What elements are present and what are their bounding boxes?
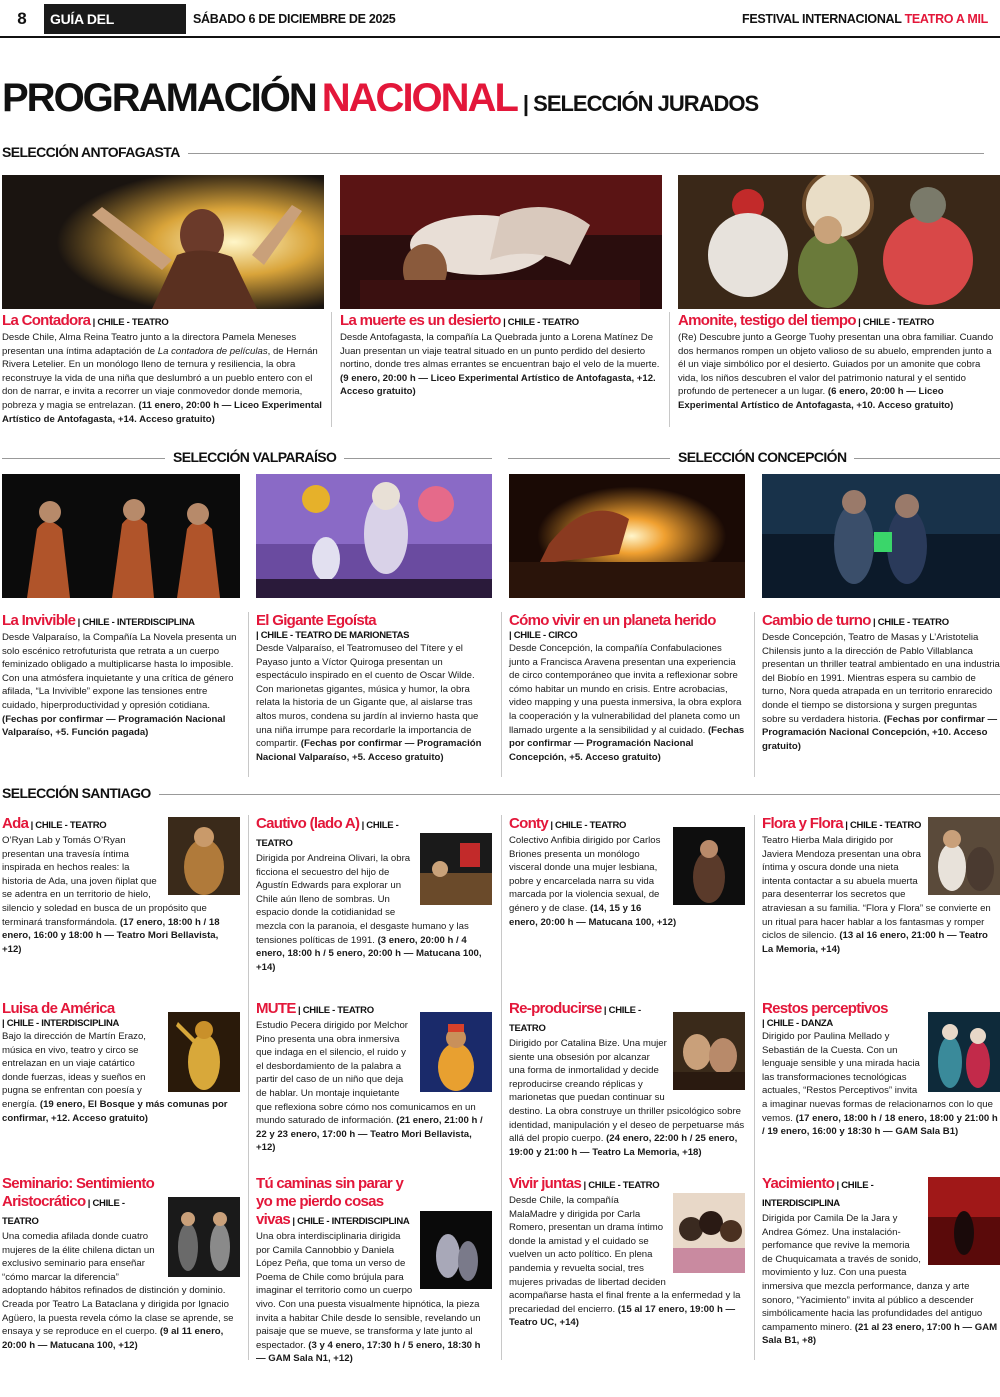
photo-la-contadora	[2, 175, 324, 309]
photo-conty	[673, 827, 745, 905]
listing-la-muerte	[340, 312, 662, 399]
listing-title: Cautivo (lado A)	[256, 815, 360, 832]
listing-body: Desde Chile, la compañía MalaMadre y dirigida por Carla Romero, presentan un drama íntimo donde la amistad y el cuidado se vuelven un acto político. En plena pandemia y revuelta social, tres mujeres privadas de libertad deciden acompañarse hasta el final frente a la enfermedad y la precariedad del encierro. (15 al 17 enero, 19:00 h — Teatro UC, +14)	[509, 1195, 741, 1329]
listing-body: Desde Concepción, Teatro de Masas y L’Aristotelia Chilensis junto a la dirección de Pablo Villablanca presentan un thriller teatral ambientado en una industria del Biobío en 1991. Mientras espera su cambio de turno, Nora queda atrapada en un territorio enrarecido donde el tiempo se distorsiona y surgen preguntas sobre su verdadera historia. (Fechas por confirmar — Programación Nacional Concepción, +10. Acceso gratuito)	[762, 632, 1000, 752]
issue-date: SÁBADO 6 DE DICIEMBRE DE 2025	[193, 12, 396, 26]
listing-cautivo	[256, 815, 492, 974]
listing-tag: | CHILE - INTERDISCIPLINA	[2, 1018, 120, 1029]
photo-vivir-juntas	[673, 1193, 745, 1273]
listing-como-vivir	[509, 612, 745, 764]
listing-title: La Contadora	[2, 312, 91, 329]
title-part1: PROGRAMACIÓN	[2, 76, 316, 120]
listing-tag: | CHILE - TEATRO	[256, 820, 399, 849]
listing-mute	[256, 1000, 492, 1155]
listing-title: Yacimiento	[762, 1175, 835, 1192]
listing-title: Flora y Flora	[762, 815, 843, 832]
photo-tu-caminas	[420, 1211, 492, 1289]
listing-title: Re-producirse	[509, 1000, 602, 1017]
festival-name	[742, 4, 988, 34]
festival-highlight: TEATRO A MIL	[904, 12, 988, 26]
listing-re-producirse	[509, 1000, 745, 1159]
listing-body: Desde Concepción, la compañía Confabulaciones junto a Francisca Aravena presentan una experiencia de circo contemporáneo que invita a reflexionar sobre cómo habitar un mundo en crisis. Entre acrobacias, video mapping y una puesta inmersiva, la obra explora la cooperación y la vulnerabilidad del planeta como un llamado urgente a la sensibilidad y al cuidado. (Fechas por confirmar — Programación Nacional Concepción, +5. Acceso gratuito)	[509, 643, 745, 763]
listing-amonite	[678, 312, 1000, 413]
photo-amonite	[678, 175, 1000, 309]
photo-cautivo	[420, 833, 492, 905]
photo-flora-y-flora	[928, 817, 1000, 895]
listing-body: Teatro Hierba Mala dirigido por Javiera Mendoza presentan una obra íntima y oscura donde una nieta intenta contactar a su abuela muerta para desenterrar los secretos que atraviesan a su familia. “Flora y Flora” se convierte en un ritual para hacer hablar a los fantasmas y romper ciclos de silencio. (13 al 16 enero, 21:00 h — Teatro La Memoria, +14)	[762, 835, 991, 955]
listing-title: Conty	[509, 815, 548, 832]
listing-tag: | CHILE - TEATRO	[855, 317, 934, 328]
listing-body: (Re) Descubre junto a George Tuohy presentan una obra familiar. Cuando dos hermanos rompen un objeto valioso de su abuelo, emprenden junto a él un viaje simbólico por el desierto. Guiados por un amonite que cobra vida, los niños descubren el valor del patrimonio natural y el sentido profundo de pertenecer a un lugar. (6 enero, 20:00 h — Liceo Experimental Artístico de Antofagasta, +10. Acceso gratuito)	[678, 332, 994, 411]
listing-title: Cómo vivir en un planeta herido	[509, 612, 716, 629]
listing-conty	[509, 815, 745, 929]
listing-body: Dirigida por Camila De la Jara y Andrea Gómez. Una instalación-perfomance que revive la memoria de Chuquicamata a través de sonido, movimiento y luz. Con una puesta inmersiva que mezcla performance, danza y arte sonoro, “Yacimiento” invita al público a descender simbólicamente hacia las profundidades del antiguo campamento minero. (21 al 23 enero, 17:00 h — GAM Sala B1, +8)	[762, 1213, 998, 1347]
photo-luisa-de-america	[168, 1012, 240, 1092]
photo-la-invivible	[2, 474, 240, 598]
photo-re-producirse	[673, 1012, 745, 1090]
festival-prefix: FESTIVAL INTERNACIONAL	[742, 12, 905, 26]
photo-yacimiento	[928, 1177, 1000, 1265]
listing-tag: | CHILE - TEATRO	[548, 820, 627, 831]
listing-tag: | CHILE - TEATRO	[509, 1005, 641, 1034]
listing-title: Tú caminas sin parar y yo me pierdo cosas vivas	[256, 1175, 404, 1228]
listing-tag: | CHILE - DANZA	[762, 1018, 833, 1029]
listing-el-gigante-egoista	[256, 612, 492, 764]
listing-body: Desde Valparaíso, el Teatromuseo del Títere y el Payaso junto a Víctor Quiroga presentan un espectáculo inspirado en el cuento de Oscar Wilde. Con marionetas gigantes, música y humor, la obra relata la historia de un Gigante que, al aislarse tras altos muros, condena su jardín al invierno hasta que una niña irrumpe para recordarle la importancia de compartir. (Fechas por confirmar — Programación Nacional Valparaíso, +5. Acceso gratuito)	[256, 643, 482, 763]
listing-luisa-de-america	[2, 1000, 240, 1125]
photo-la-muerte-es-un-desierto	[340, 175, 662, 309]
listing-ada	[2, 815, 240, 956]
listing-title: Restos perceptivos	[762, 1000, 888, 1017]
photo-seminario	[168, 1197, 240, 1277]
listing-title: El Gigante Egoísta	[256, 612, 376, 629]
listing-title: La muerte es un desierto	[340, 312, 501, 329]
listing-tag: | CHILE - TEATRO	[581, 1180, 660, 1191]
listing-body: Dirigida por Andreina Olivari, la obra ficciona el secuestro del hijo de Agustín Edwards para explorar un Chile aún lleno de sombras. Un espacio donde la cotidianidad se mezcla con la paranoia, el desgaste humano y las tensiones políticas de 1991. (3 enero, 20:00 h / 4 enero, 18:00 h / 5 enero, 20:00 h — Matucana 100, +14)	[256, 853, 482, 973]
page-header	[0, 0, 1000, 57]
listing-title: Seminario: Sentimiento Aristocrático	[2, 1175, 155, 1210]
listing-seminario	[2, 1175, 240, 1352]
listing-title: Vivir juntas	[509, 1175, 582, 1192]
listing-la-contadora	[2, 312, 324, 426]
listing-body: Una comedia afilada donde cuatro mujeres de la élite chilena dictan un exclusivo seminario para enseñar “cómo marcar la diferencia” adoptando hábitos refinados de distinción y dominio. Creada por Teatro La Bataclana y dirigida por Ignacio Agüero, la puesta revela cómo la clase se aprende, se ensaya y se reproduce en el cuerpo. (9 al 11 enero, 20:00 h — Matucana 100, +12)	[2, 1231, 234, 1351]
title-part3: | SELECCIÓN JURADOS	[522, 91, 759, 116]
listing-tag: | CHILE - CIRCO	[509, 630, 578, 641]
listing-yacimiento	[762, 1175, 1000, 1348]
listing-restos-perceptivos	[762, 1000, 1000, 1139]
listing-tag: | CHILE - INTERDISCIPLINA	[75, 617, 195, 628]
photo-cambio-de-turno	[762, 474, 1000, 598]
photo-restos-perceptivos	[928, 1012, 1000, 1092]
listing-tag: | CHILE - TEATRO	[2, 1198, 125, 1227]
listing-body: O’Ryan Lab y Tomás O’Ryan presentan una travesía íntima inspirada en hechos reales: la historia de Ada, una joven ñiplat que se adentra en un territorio de hielo, silencio y soledad en busca de un propósito que terminará transformándola. (17 enero, 18:00 h / 18 enero, 16:00 y 18:00 h — Teatro Mori Bellavista, +12)	[2, 835, 220, 955]
listing-title: La Invivible	[2, 612, 76, 629]
photo-como-vivir	[509, 474, 745, 598]
listing-flora-y-flora	[762, 815, 1000, 956]
section-heading-santiago: SELECCIÓN SANTIAGO	[2, 785, 159, 805]
listing-body: Desde Chile, Alma Reina Teatro junto a la directora Pamela Meneses presentan una íntima adaptación de La contadora de películas, de Hernán Rivera Letelier. En un monólogo lleno de ternura y resiliencia, la obra reconstruye la vida de una niña que deslumbró a un pueblo entero con el don de narrar, e invita a recorrer un viaje conmovedor donde memoria, pobreza y magia se entrelazan. (11 enero, 20:00 h — Liceo Experimental Artístico de Antofagasta, +14. Acceso gratuito)	[2, 332, 322, 425]
listing-body: Bajo la dirección de Martín Erazo, música en vivo, teatro y circo se entrelazan en un viaje catártico donde fuerzas, ideas y sueños en pugna se enfrentan con poesía y energía. (19 enero, El Bosque y más comunas por confirmar, +12. Acceso gratuito)	[2, 1031, 228, 1124]
listing-tag: | CHILE - TEATRO DE MARIONETAS	[256, 630, 410, 641]
listing-body: Colectivo Anfibia dirigido por Carlos Briones presenta un monólogo visceral donde una mujer lesbiana, pobre y encarcelada narra su vida marcada por la violencia sexual, de género y de clase. (14, 15 y 16 enero, 20:00 h — Matucana 100, +12)	[509, 835, 677, 928]
listing-tag: | CHILE - TEATRO	[28, 820, 107, 831]
listing-tag: | CHILE - TEATRO	[90, 317, 169, 328]
title-part2: NACIONAL	[321, 76, 517, 120]
listing-body: Desde Valparaíso, la Compañía La Novela presenta un solo escénico retrofuturista que retrata a un cuerpo feminizado obligado a multiplicarse hasta lo imposible. Con una atmósfera inquietante y una crítica de género afilada, “La Invivible” expone las tensiones entre cuidado, hiperproductividad y opresión cotidiana. (Fechas por confirmar — Programación Nacional Valparaíso, +5. Función pagada)	[2, 632, 237, 739]
page-number: 8	[17, 9, 27, 28]
listing-body: Desde Antofagasta, la compañía La Quebrada junto a Lorena Matínez De Juan presentan un viaje teatral situado en un punto perdido del desierto nortino, donde tres almas errantes se encuentran bajo el velo de la muerte. (9 enero, 20:00 h — Liceo Experimental Artístico de Antofagasta, +12. Acceso gratuito)	[340, 332, 660, 398]
photo-el-gigante-egoista	[256, 474, 492, 598]
section-heading-antofagasta: SELECCIÓN ANTOFAGASTA	[2, 144, 188, 164]
listing-body: Estudio Pecera dirigido por Melchor Pino presenta una obra inmersiva que indaga en el silencio, el ruido y el desbordamiento de la palabra a partir del caso de un niño que deja de hablar. Un montaje inquietante que reflexiona sobre cómo nos comunicamos en un mundo saturado de información. (21 enero, 21:00 h / 22 y 23 enero, 17:00 h — Teatro Mori Bellavista, +12)	[256, 1020, 483, 1154]
listing-tag: | CHILE - TEATRO	[870, 617, 949, 628]
listing-body: Dirigido por Paulina Mellado y Sebastián de la Cuesta. Con un lenguaje sensible y una mirada hacia las transformaciones tecnológicas actuales, “Restos Perceptivos” invita a imaginar nuevas formas de relacionarnos con lo que vemos. (17 enero, 18:00 h / 18 enero, 18:00 y 21:00 h / 19 enero, 16:00 y 18:30 h — GAM Sala B1)	[762, 1031, 998, 1138]
listing-la-invivible	[2, 612, 240, 740]
listing-title: Ada	[2, 815, 29, 832]
page-title	[2, 76, 758, 126]
listing-body: Dirigido por Catalina Bize. Una mujer siente una obsesión por alcanzar una forma de inmortalidad y decide reproducirse creando réplicas y marionetas que puedan continuar su destino. La obra construye un thriller psicológico sobre identidad, manipulación y el deseo de perpetuarse más allá del propio cuerpo. (24 enero, 22:00 h / 25 enero, 19:00 y 21:00 h — Teatro La Memoria, +18)	[509, 1038, 745, 1158]
listing-tu-caminas	[256, 1175, 492, 1366]
photo-mute	[420, 1012, 492, 1092]
section-heading-valparaiso: SELECCIÓN VALPARAÍSO	[165, 449, 344, 469]
listing-title: Luisa de América	[2, 1000, 115, 1017]
listing-cambio-de-turno	[762, 612, 1000, 753]
listing-title: MUTE	[256, 1000, 296, 1017]
listing-title: Amonite, testigo del tiempo	[678, 312, 856, 329]
photo-ada	[168, 817, 240, 895]
listing-tag: | CHILE - TEATRO	[842, 820, 922, 831]
listing-body: Una obra interdisciplinaria dirigida por Camila Cannobbio y Daniela López Peña, que toma un verso de Poema de Chile como brújula para imaginar el territorio como un cuerpo vivo. Con una puesta visualmente hipnótica, la pieza invita a habitar Chile desde lo sensible, revelando un paisaje que se mueve, se transforma y late junto al espectador. (3 y 4 enero, 17:30 h / 5 enero, 18:30 h — GAM Sala N1, +12)	[256, 1231, 481, 1365]
section-heading-concepcion: SELECCIÓN CONCEPCIÓN	[670, 449, 854, 469]
listing-tag: | CHILE - TEATRO	[295, 1005, 374, 1016]
listing-tag: | CHILE - TEATRO	[500, 317, 579, 328]
listing-tag: | CHILE - INTERDISCIPLINA	[290, 1216, 410, 1227]
listing-title: Cambio de turno	[762, 612, 871, 629]
section-label: GUÍA DEL ESPECTADOR	[44, 4, 186, 34]
listing-vivir-juntas	[509, 1175, 745, 1330]
listing-tag: | CHILE - INTERDISCIPLINA	[762, 1180, 874, 1209]
